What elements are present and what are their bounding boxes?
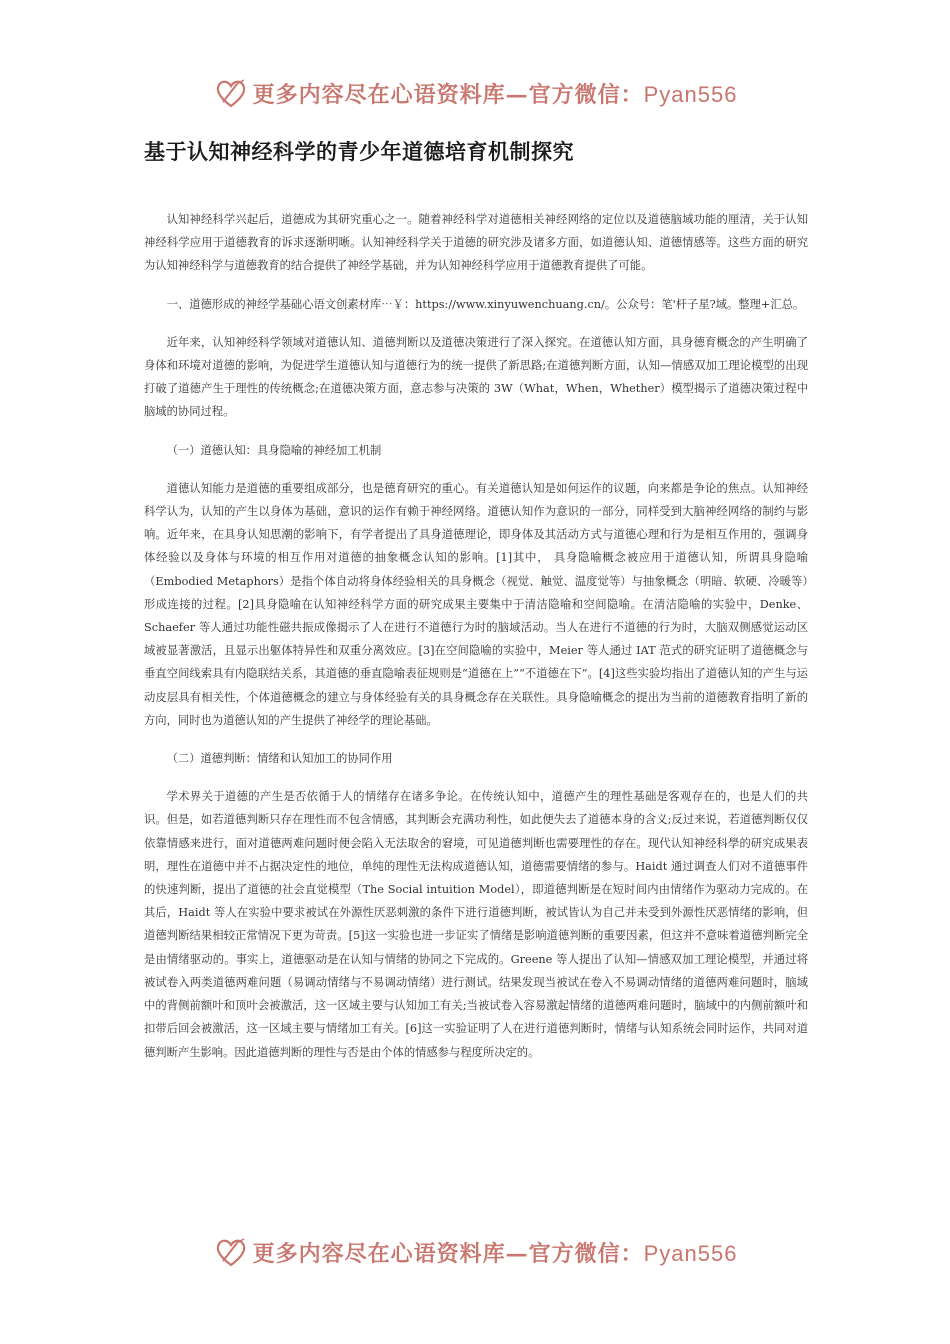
banner-wechat-id: Pyan556 bbox=[643, 1240, 738, 1266]
section-heading-1: 一、道德形成的神经学基础心语文创素材库⋯￥：https://www.xinyuwenchuang.cn/。公众号：笔'杆子星?域。整理+汇总。 bbox=[166, 297, 805, 311]
body-paragraph: 道德认知能力是道德的重要组成部分，也是德育研究的重心。有关道德认知是如何运作的议题，向来都是争论的焦点。认知神经科学认为，认知的产生以身体为基础，意识的运作有赖于神经网络。道德认知作为意识的一部分，同样受到大脑神经网络的制约与影响。近年来，在具身认知思潮的影响下，有学者提出了具身道德理论，即身体及其活动方式与道德心理和行为是相互作用的，强调身体经验以及身体与环境的相互作用对道德的抽象概念认知的影响。[1]其中， 具身隐喻概念被应用于道德认知，所谓具身隐喻（Embodied Metaphors）是指个体自动将身体经验相关的具身概念（视觉、触觉、温度觉等）与抽象概念（明暗、软硬、冷暖等）形成连接的过程。[2]具身隐喻在认知神经科学方面的研究成果主要集中于清洁隐喻和空间隐喻。在清洁隐喻的实验中，Denke、Schaefer 等人通过功能性磁共振成像揭示了人在进行不道德行为时的脑域活动。当人在进行不道德的行为时，大脑双侧感觉运动区域被显著激活，且显示出躯体特异性和双重分离效应。[3]在空间隐喻的实验中，Meier 等人通过 IAT 范式的研究证明了道德概念与垂直空间线索具有内隐联结关系，其道德的垂直隐喻表征规则是“道德在上”“不道德在下”。[4]这些实验均指出了道德认知的产生与运动皮层具有相关性，个体道德概念的建立与身体经验有关的具身概念存在关联性。具身隐喻概念的提出为当前的道德教育指明了新的方向，同时也为道德认知的产生提供了神经学的理论基础。 bbox=[144, 481, 808, 727]
document-title: 基于认知神经科学的青少年道德培育机制探究 bbox=[144, 140, 574, 164]
subsection-heading-1: （一）道德认知：具身隐喻的神经加工机制 bbox=[166, 443, 382, 457]
heart-quill-logo-icon bbox=[213, 75, 249, 111]
banner-wechat-id: Pyan556 bbox=[643, 81, 738, 107]
heart-quill-logo-icon bbox=[213, 1234, 249, 1270]
header-banner bbox=[0, 73, 950, 113]
intro-paragraph: 认知神经科学兴起后，道德成为其研究重心之一。随着神经科学对道德相关神经网络的定位以及道德脑域功能的厘清，关于认知神经科学应用于道德教育的诉求逐渐明晰。认知神经科学关于道德的研究涉及诸多方面，如道德认知、道德情感等。这些方面的研究为认知神经科学与道德教育的结合提供了神经学基础，并为认知神经科学应用于道德教育提供了可能。 bbox=[144, 213, 808, 273]
body-paragraph: 近年来，认知神经科学领域对道德认知、道德判断以及道德决策进行了深入探究。在道德认知方面，具身德育概念的产生明确了身体和环境对道德的影响，为促进学生道德认知与道德行为的统一提供了新思路;在道德判断方面，认知—情感双加工理论模型的出现打破了道德产生于理性的传统概念;在道德决策方面，意志参与决策的 3W（What，When，Whether）模型揭示了道德决策过程中脑域的协同过程。 bbox=[144, 335, 808, 419]
body-paragraph: 学术界关于道德的产生是否依循于人的情绪存在诸多争论。在传统认知中，道德产生的理性基础是客观存在的，也是人们的共识。但是，如若道德判断只存在理性而不包含情感，其判断会充满功利性，如此便失去了道德本身的含义;反过来说，若道德判断仅仅依靠情感来进行，面对道德两难问题时便会陷入无法取舍的窘境，可见道德判断也需要理性的存在。现代认知神经科學的研究成果表明，理性在道德中并不占据决定性的地位，单纯的理性无法构成道德认知，道德需要情绪的参与。Haidt 通过调查人们对不道德事件的快速判断，提出了道德的社会直觉模型（The Social intuition Model），即道德判断是在短时间内由情绪作为驱动力完成的。在其后，Haidt 等人在实验中要求被试在外源性厌恶刺激的条件下进行道德判断，被试皆认为自己并未受到外源性厌恶情绪的影响，但道德判断结果相较正常情况下更为苛责。[5]这一实验也进一步证实了情绪是影响道德判断的重要因素，但这并不意味着道德判断完全是由情绪驱动的。事实上，道德驱动是在认知与情绪的协同之下完成的。Greene 等人提出了认知—情感双加工理论模型，并通过将被试卷入两类道德两难问题（易调动情绪与不易调动情绪）进行测试。结果发现当被试在卷入不易调动情绪的道德两难问题时，脑域中的背侧前额叶和顶叶会被激活，这一区域主要与认知加工有关;当被试卷入容易激起情绪的道德两难问题时，脑域中的内侧前额叶和扣带后回会被激活，这一区域主要与情绪加工有关。[6]这一实验证明了人在进行道德判断时，情绪与认知系统会同时运作，共同对道德判断产生影响。因此道德判断的理性与否是由个体的情感参与程度所决定的。 bbox=[144, 790, 808, 1059]
banner-text: 更多内容尽在心语资料库—官方微信：Pyan556 bbox=[252, 81, 738, 108]
document-body bbox=[144, 208, 808, 1079]
footer-banner bbox=[0, 1232, 950, 1272]
subsection-heading-2: （二）道德判断：情绪和认知加工的协同作用 bbox=[166, 752, 393, 766]
banner-text: 更多内容尽在心语资料库—官方微信：Pyan556 bbox=[252, 1240, 738, 1267]
